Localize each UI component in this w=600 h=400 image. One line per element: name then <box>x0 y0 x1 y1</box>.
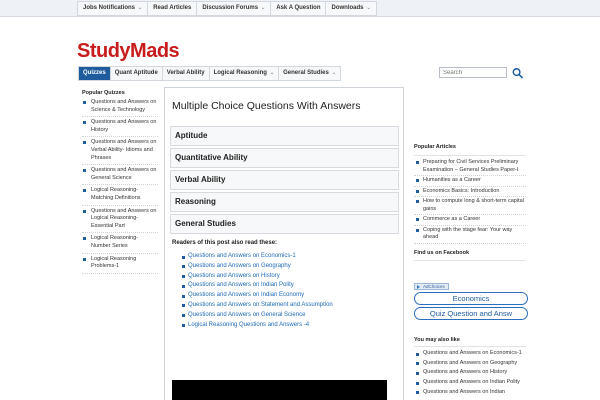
bullet-icon <box>83 258 86 261</box>
chevron-down-icon: ⌄ <box>261 5 266 11</box>
category-quantitative-ability[interactable]: Quantitative Ability <box>170 148 399 168</box>
bullet-icon <box>182 314 185 317</box>
adchoices-icon <box>417 285 420 289</box>
topnav-downloads[interactable]: Downloads ⌄ <box>326 2 375 15</box>
list-item[interactable]: Commerce as a Career <box>414 216 526 226</box>
list-item[interactable]: Questions and Answers on General Science <box>82 167 158 185</box>
list-item[interactable]: Economics Basics: Introduction <box>414 188 526 198</box>
main-content <box>164 87 404 400</box>
popular-quizzes-sidebar <box>82 90 158 276</box>
related-link[interactable]: Questions and Answers on Geography <box>182 262 397 272</box>
chevron-down-icon: ⌄ <box>331 70 337 76</box>
list-item[interactable]: Logical Reasoning Problems-1 <box>82 256 158 274</box>
bullet-icon <box>182 295 185 298</box>
bullet-icon <box>83 237 86 240</box>
related-link[interactable]: Questions and Answers on Statement and Assumption <box>182 301 397 311</box>
nav-logical-reasoning[interactable]: Logical Reasoning ⌄ <box>210 67 280 80</box>
divider <box>414 260 526 261</box>
category-reasoning[interactable]: Reasoning <box>170 192 399 212</box>
bullet-icon <box>416 353 419 356</box>
related-link[interactable]: Questions and Answers on Economics-1 <box>182 252 397 262</box>
bullet-icon <box>416 218 419 221</box>
list-item[interactable]: Coping with the stage fear: Your way ahead <box>414 227 526 244</box>
nav-general-studies[interactable]: General Studies ⌄ <box>279 67 340 80</box>
related-link[interactable]: Questions and Answers on Indian Economy <box>182 291 397 301</box>
bullet-icon <box>83 210 86 213</box>
related-link[interactable]: Logical Reasoning Questions and Answers -4 <box>182 321 397 331</box>
bullet-icon <box>416 391 419 394</box>
bullet-icon <box>182 256 185 259</box>
popular-articles-sidebar <box>414 144 526 245</box>
bullet-icon <box>182 324 185 327</box>
list-item[interactable]: Preparing for Civil Services Preliminary Examination – General Studies Paper-I <box>414 159 526 176</box>
bullet-icon <box>416 179 419 182</box>
also-like-title: You may also like <box>414 337 460 343</box>
related-link[interactable]: Questions and Answers on Indian Polity <box>182 281 397 291</box>
search-input[interactable] <box>439 67 507 78</box>
list-item[interactable]: Questions and Answers on Indian <box>414 388 526 398</box>
related-link[interactable]: Questions and Answers on History <box>182 272 397 282</box>
search-icon[interactable] <box>512 67 523 79</box>
nav-verbal-ability[interactable]: Verbal Ability <box>163 67 210 80</box>
bullet-icon <box>416 161 419 164</box>
bullet-icon <box>83 169 86 172</box>
top-nav <box>77 1 377 16</box>
nav-quant-aptitude[interactable]: Quant Aptitude <box>111 67 163 80</box>
bullet-icon <box>416 372 419 375</box>
bullet-icon <box>83 189 86 192</box>
topnav-discussion-forums[interactable]: Discussion Forums ⌄ <box>197 2 271 15</box>
list-item[interactable]: Questions and Answers on Verbal Ability- Idioms and Phrases <box>82 139 158 165</box>
top-bar <box>0 0 600 17</box>
chevron-down-icon: ⌄ <box>366 5 371 11</box>
list-item[interactable]: Questions and Answers on Logical Reasoning- Essential Part <box>82 208 158 234</box>
list-item[interactable]: Questions and Answers on Science & Technology <box>82 99 158 117</box>
list-item[interactable]: Logical Reasoning- Matching Definitions <box>82 187 158 205</box>
list-item[interactable]: How to compute long & short-term capital gains <box>414 198 526 215</box>
category-general-studies[interactable]: General Studies <box>170 214 399 234</box>
also-like-list <box>414 346 526 398</box>
popular-quizzes-title: Popular Quizzes <box>82 90 125 96</box>
bullet-icon <box>416 190 419 193</box>
nav-quizzes[interactable]: Quizzes <box>79 67 111 80</box>
readers-also-read-title: Readers of this post also read these: <box>172 240 278 246</box>
bullet-icon <box>83 121 86 124</box>
list-item[interactable]: Questions and Answers on Indian Polity <box>414 378 526 388</box>
main-nav <box>78 66 341 81</box>
list-item[interactable]: Questions and Answers on Economics-1 <box>414 349 526 359</box>
list-item[interactable]: Humanities as a Career <box>414 177 526 187</box>
facebook-title: Find us on Facebook <box>414 250 470 256</box>
chevron-down-icon: ⌄ <box>138 5 143 11</box>
ad-link-quiz[interactable]: Quiz Question and Answ <box>414 307 528 320</box>
bullet-icon <box>182 304 185 307</box>
bullet-icon <box>182 275 185 278</box>
list-item[interactable]: Logical Reasoning- Number Series <box>82 235 158 253</box>
bullet-icon <box>416 362 419 365</box>
adchoices-badge[interactable]: AdChoices <box>414 283 449 290</box>
related-link[interactable]: Questions and Answers on General Science <box>182 311 397 321</box>
category-verbal-ability[interactable]: Verbal Ability <box>170 170 399 190</box>
bullet-icon <box>416 229 419 232</box>
topnav-ask-a-question[interactable]: Ask A Question <box>271 2 326 15</box>
topnav-read-articles[interactable]: Read Articles <box>148 2 197 15</box>
bullet-icon <box>83 101 86 104</box>
video-embed[interactable] <box>172 380 387 400</box>
list-item[interactable]: Questions and Answers on History <box>82 119 158 137</box>
site-logo[interactable]: StudyMads <box>77 40 180 62</box>
chevron-down-icon: ⌄ <box>269 70 275 76</box>
ad-link-economics[interactable]: Economics <box>414 292 528 305</box>
list-item[interactable]: Questions and Answers on History <box>414 368 526 378</box>
bullet-icon <box>83 141 86 144</box>
popular-articles-title: Popular Articles <box>414 144 456 150</box>
list-item[interactable]: Questions and Answers on Geography <box>414 359 526 369</box>
related-posts-list <box>182 252 397 330</box>
bullet-icon <box>182 285 185 288</box>
category-aptitude[interactable]: Aptitude <box>170 126 399 146</box>
bullet-icon <box>182 265 185 268</box>
topnav-jobs-notifications[interactable]: Jobs Notifications ⌄ <box>78 2 148 15</box>
bullet-icon <box>416 200 419 203</box>
page-title: Multiple Choice Questions With Answers <box>172 100 361 112</box>
bullet-icon <box>416 382 419 385</box>
